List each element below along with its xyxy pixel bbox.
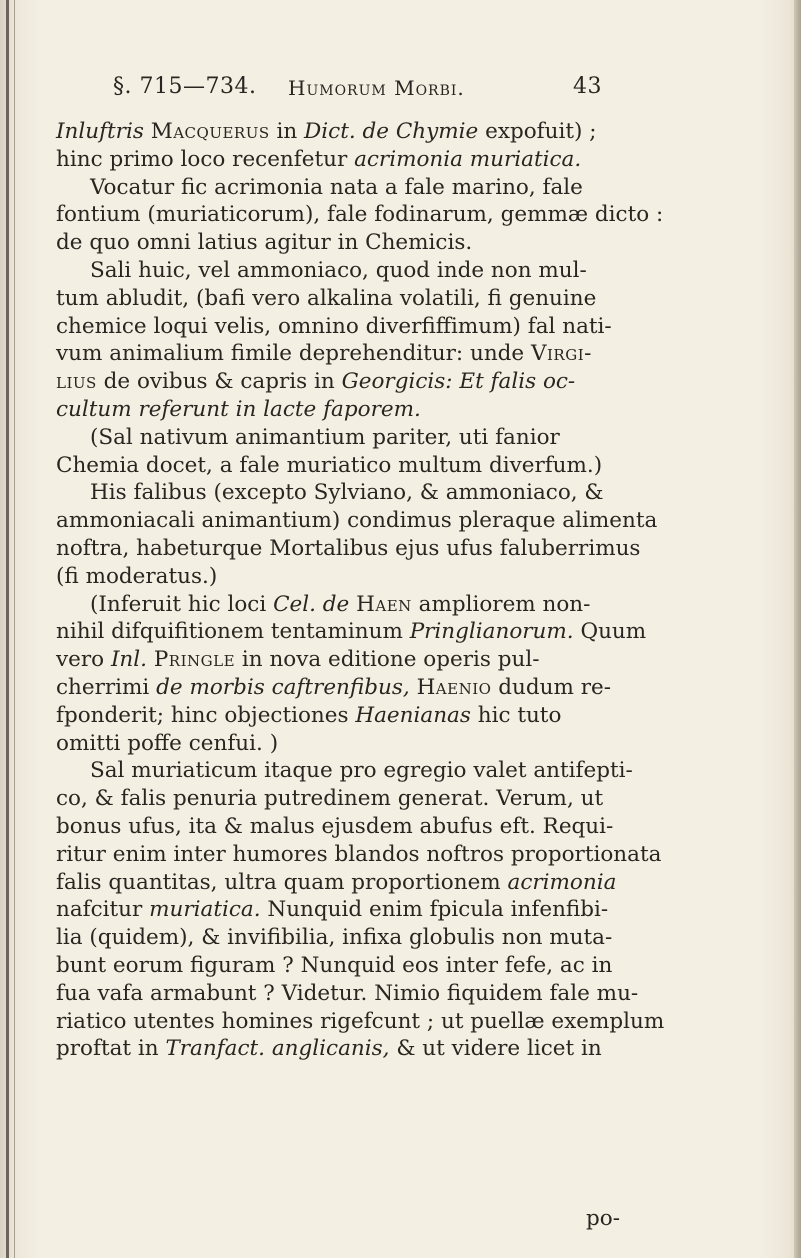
text-run: hic tuto (470, 702, 562, 728)
text-run: (Sal nativum animantium pariter, uti fanior (90, 424, 560, 450)
text-run: vum animalium fimile deprehenditur: unde (56, 341, 531, 367)
text-line (56, 563, 768, 591)
text-run: falis quantitas, ultra quam proportionem (56, 869, 508, 895)
text-run: Macquerus (150, 119, 270, 144)
text-run: tum abludit, (bafi vero alkalina volatili, fi genuine (56, 285, 597, 311)
catchword: po- (586, 1206, 620, 1231)
text-line (56, 479, 768, 507)
text-run: Georgicis: Et falis oc- (341, 369, 576, 395)
text-run (144, 119, 151, 144)
text-line (56, 313, 768, 341)
text-line (56, 368, 768, 396)
text-line (56, 757, 768, 785)
text-line (56, 1008, 768, 1036)
body-text (56, 118, 768, 1063)
binding-edge (6, 0, 9, 1258)
text-line (56, 952, 768, 980)
text-run: ritur enim inter humores blandos noftros proportionata (56, 841, 662, 867)
text-line (56, 896, 768, 924)
text-run: Haenio (416, 674, 492, 700)
text-line (56, 785, 768, 813)
text-run: Pringle (153, 647, 236, 673)
binding-line (14, 0, 15, 1258)
text-run: (Inferuit hic loci (90, 591, 274, 617)
text-run: cultum referunt in lacte faporem. (56, 396, 421, 422)
text-line (56, 646, 768, 674)
text-run: in (269, 119, 305, 144)
text-run: & ut videre licet in (389, 1036, 602, 1062)
text-run: bonus ufus, ita & malus ejusdem abufus eft. Requi- (56, 813, 614, 839)
text-run: in nova editione operis pul- (235, 647, 540, 673)
text-run: riatico utentes homines rigefcunt ; ut puellæ exemplum (56, 1008, 665, 1034)
text-run (147, 647, 154, 672)
text-run: bunt eorum figuram ? Nunquid eos inter fefe, ac in (56, 952, 613, 978)
text-line (56, 813, 768, 841)
text-line (56, 146, 768, 174)
text-line (56, 201, 768, 229)
text-line (56, 229, 768, 257)
text-run: de ovibus & capris in (96, 369, 342, 395)
text-run: Tranfact. anglicanis, (165, 1036, 390, 1062)
text-line (56, 618, 768, 646)
text-line (56, 841, 768, 869)
text-line (56, 535, 768, 563)
running-title: Humorum Morbi. (288, 76, 465, 100)
text-run: omitti poffe cenfui. ) (56, 730, 279, 756)
text-run: ampliorem non- (411, 591, 591, 617)
text-run: fontium (muriaticorum), fale fodinarum, gemmæ dicto : (56, 202, 664, 228)
text-run: Sal muriaticum itaque pro egregio valet antifepti- (90, 758, 633, 784)
text-run: muriatica. (149, 897, 261, 923)
text-run: dudum re- (491, 674, 611, 700)
text-line (56, 1035, 768, 1063)
text-run: vero (56, 647, 111, 673)
text-run: Haenianas (355, 702, 471, 728)
text-line (56, 980, 768, 1008)
text-run: noftra, habeturque Mortalibus ejus ufus faluberrimus (56, 535, 641, 561)
page-edge (794, 0, 801, 1258)
text-run: fponderit; hinc objectiones (56, 702, 356, 728)
text-run: ammoniacali animantium) condimus pleraque alimenta (56, 508, 658, 534)
text-run: Quum (573, 619, 647, 645)
text-run: fua vafa armabunt ? Videtur. Nimio fiquidem fale mu- (56, 980, 639, 1006)
text-run: Sali huic, vel ammoniaco, quod inde non mul- (90, 257, 587, 283)
text-run: cherrimi (56, 674, 157, 700)
text-line (56, 452, 768, 480)
text-run: Cel. de (273, 591, 350, 617)
text-run: nihil difquifitionem tentaminum (56, 619, 410, 645)
text-run: Virgi- (530, 341, 592, 367)
text-line (56, 396, 768, 424)
text-line (56, 285, 768, 313)
text-run: hinc primo loco recenfetur (56, 146, 355, 172)
text-run: co, & falis penuria putredinem generat. Verum, ut (56, 786, 604, 812)
text-run: (fi moderatus.) (56, 563, 218, 589)
running-header (113, 74, 713, 114)
text-line (56, 674, 768, 702)
text-run: lia (quidem), & invifibilia, infixa globulis non muta- (56, 925, 613, 951)
text-line (56, 174, 768, 202)
text-line (56, 507, 768, 535)
text-run: Dict. de Chymie (304, 119, 479, 144)
text-run: expofuit) ; (478, 119, 597, 144)
text-line (56, 591, 768, 619)
text-run: de morbis caftrenfibus, (156, 674, 410, 700)
text-line (56, 257, 768, 285)
text-run: Inl. (110, 647, 147, 673)
text-run (410, 675, 417, 700)
text-run: Nunquid enim fpicula infenfibi- (260, 897, 609, 923)
text-run: His falibus (excepto Sylviano, & ammoniaco, & (90, 480, 604, 506)
text-run: Vocatur fic acrimonia nata a fale marino, fale (90, 174, 583, 200)
text-line (56, 869, 768, 897)
text-run: acrimonia (507, 869, 617, 895)
text-line (56, 424, 768, 452)
text-run: Pringlianorum. (409, 619, 574, 645)
page-number: 43 (573, 74, 602, 99)
text-run: Chemia docet, a fale muriatico multum diverfum.) (56, 452, 603, 478)
text-line (56, 924, 768, 952)
text-line (56, 730, 768, 758)
text-run: lius (56, 369, 97, 395)
text-run: nafcitur (56, 897, 150, 923)
text-run: de quo omni latius agitur in Chemicis. (56, 230, 473, 256)
text-line (56, 340, 768, 368)
text-line (56, 702, 768, 730)
text-run: chemice loqui velis, omnino diverfiffimum) fal nati- (56, 313, 612, 339)
text-run: Inluftris (56, 119, 144, 144)
text-run: proftat in (56, 1036, 166, 1062)
text-line (56, 118, 768, 146)
text-run: acrimonia muriatica. (354, 146, 582, 172)
section-range: §. 715—734. (113, 74, 257, 99)
text-run: Haen (356, 591, 412, 617)
